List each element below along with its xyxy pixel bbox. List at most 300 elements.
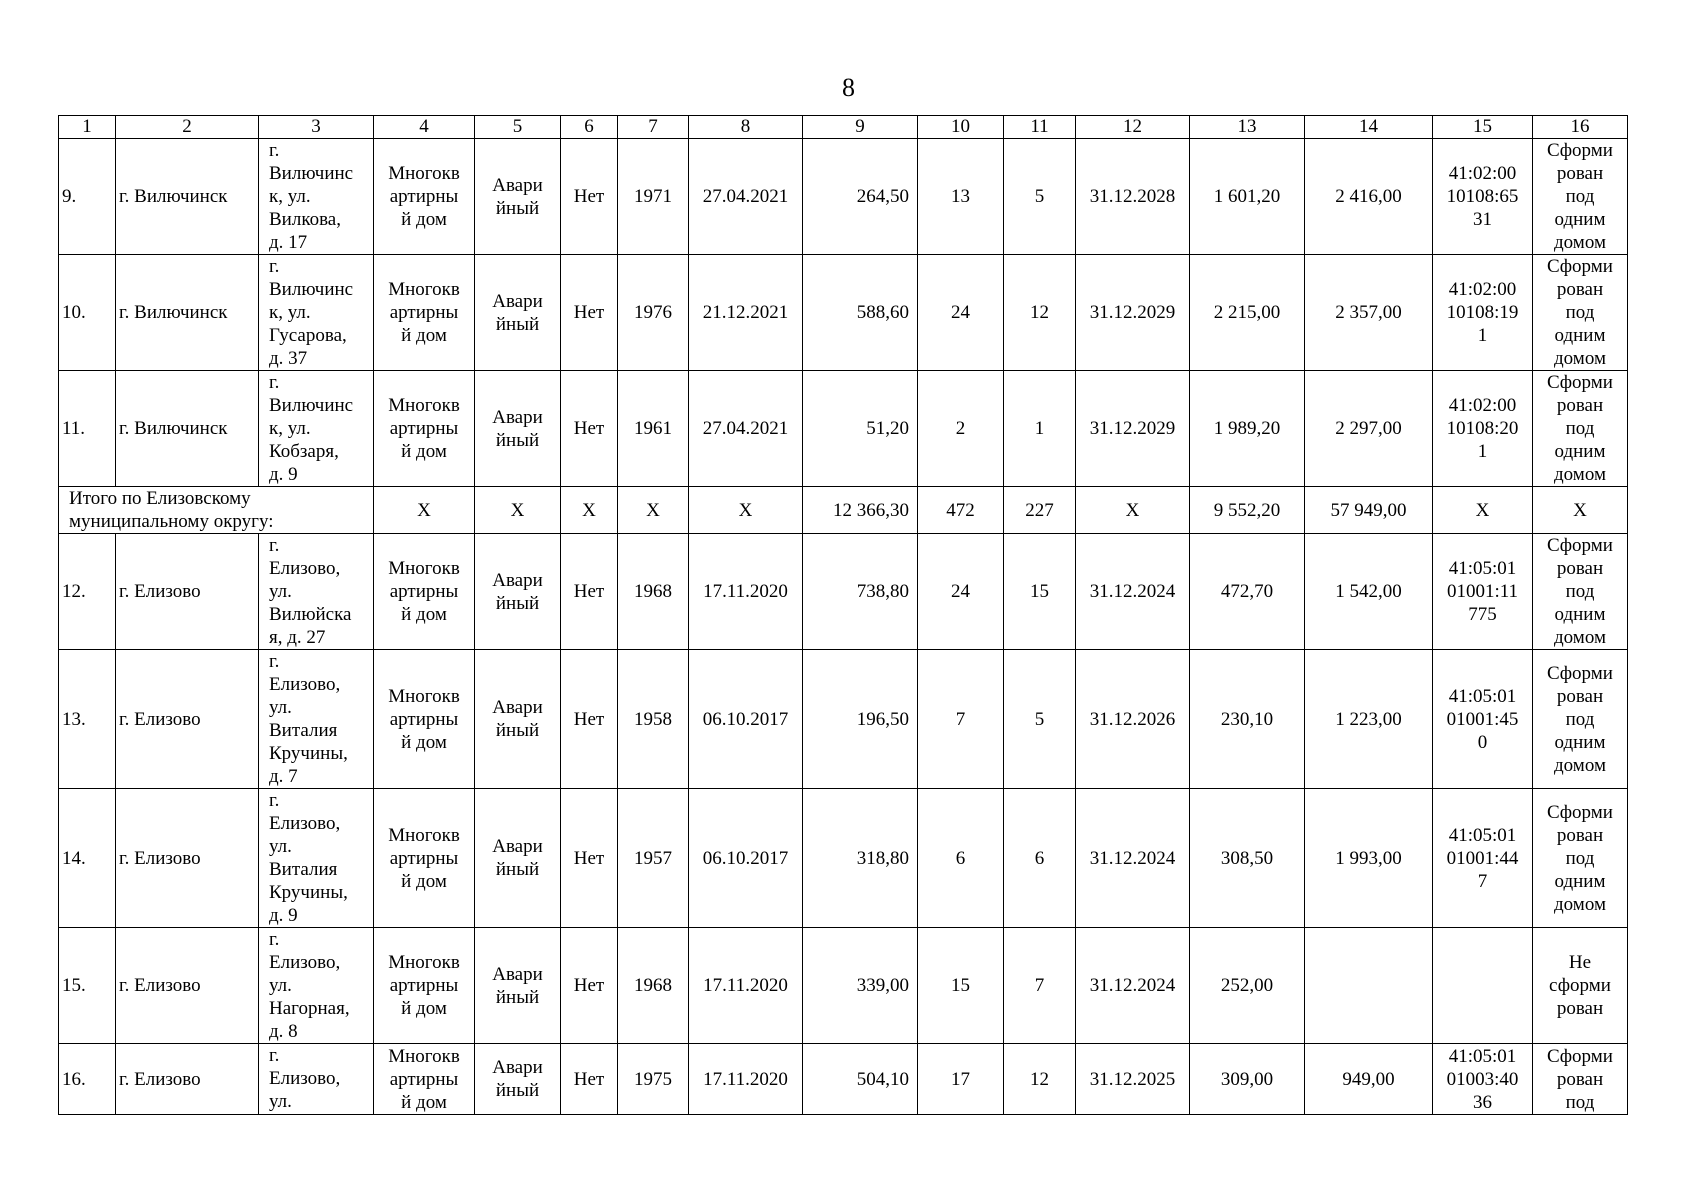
building-type-cell-line: артирны [389, 847, 459, 869]
note-cell-line: одним [1554, 731, 1606, 753]
address-cell-line: г. [269, 140, 280, 161]
total-units-line: 227 [1025, 499, 1054, 521]
building-type-cell-line: артирны [389, 186, 459, 207]
address-cell-line: Вилюйска [269, 604, 352, 625]
column14-cell [1305, 789, 1433, 928]
cadastral-number-cell-line: 41:02:00 [1448, 395, 1517, 416]
deadline-cell-line: 31.12.2029 [1089, 302, 1176, 323]
row-number [59, 139, 116, 255]
cadastral-number-cell-line: 41:02:00 [1448, 163, 1517, 184]
address-cell [259, 928, 374, 1044]
row-number-line: 9. [62, 186, 77, 207]
table-row [59, 255, 1628, 371]
cadastral-number-cell-line: 775 [1468, 604, 1497, 625]
note-cell [1533, 139, 1628, 255]
building-type-cell-line: артирны [389, 1068, 459, 1090]
note-cell-line: Сформи [1547, 256, 1613, 277]
residents-cell-line: 13 [951, 186, 970, 207]
total-c4 [374, 487, 475, 534]
total-area-line: 12 366,30 [833, 499, 909, 521]
total-column14 [1305, 487, 1433, 534]
city-cell-line: г. Вилючинск [119, 302, 228, 323]
note-cell-line: под [1565, 847, 1595, 869]
area-cell-line: 318,80 [856, 847, 909, 869]
cadastral-number-cell [1433, 789, 1533, 928]
table-row [59, 928, 1628, 1044]
total-column13 [1190, 487, 1305, 534]
cadastral-number-cell-line: 01001:45 [1446, 708, 1519, 730]
cadastral-number-cell [1433, 650, 1533, 789]
residents-cell [918, 1044, 1004, 1115]
total-row [59, 487, 1628, 534]
condition-cell-line: Авари [492, 174, 543, 196]
year-cell [618, 139, 689, 255]
building-type-cell-line: артирны [389, 418, 459, 439]
row-number-line: 16. [62, 1068, 86, 1090]
building-type-cell [374, 789, 475, 928]
total-area [803, 487, 918, 534]
condition-cell-line: Авари [492, 290, 543, 312]
area-cell [803, 139, 918, 255]
date-cell [689, 928, 803, 1044]
date-cell [689, 139, 803, 255]
flag-cell-line: Нет [573, 186, 605, 207]
condition-cell [475, 1044, 561, 1115]
column-number: 15 [1433, 116, 1533, 139]
note-cell-line: под [1565, 302, 1595, 323]
condition-cell-line: йный [495, 197, 540, 219]
column13-cell [1190, 534, 1305, 650]
date-cell [689, 255, 803, 371]
table-row [59, 650, 1628, 789]
condition-cell-line: йный [495, 429, 540, 451]
flag-cell [561, 255, 618, 371]
cadastral-number-cell [1433, 928, 1533, 1044]
address-cell-line: ул. [269, 697, 292, 718]
column14-cell [1305, 1044, 1433, 1115]
total-label-line: Итого по Елизовскому [69, 488, 251, 509]
address-cell-line: ул. [269, 1091, 292, 1112]
city-cell [116, 371, 259, 487]
cadastral-number-cell-line: 01001:44 [1446, 847, 1519, 869]
column-number: 6 [561, 116, 618, 139]
row-number [59, 928, 116, 1044]
deadline-cell [1076, 1044, 1190, 1115]
flag-cell-line: Нет [573, 581, 605, 602]
building-type-cell-line: артирны [389, 302, 459, 323]
note-cell-line: домом [1554, 348, 1606, 369]
note-cell [1533, 1044, 1628, 1115]
note-cell [1533, 789, 1628, 928]
year-cell [618, 789, 689, 928]
year-cell-line: 1968 [634, 581, 672, 602]
building-type-cell [374, 1044, 475, 1115]
column14-cell-line: 2 416,00 [1335, 186, 1402, 207]
flag-cell [561, 1044, 618, 1115]
deadline-cell [1076, 371, 1190, 487]
cadastral-number-cell [1433, 371, 1533, 487]
table-row [59, 139, 1628, 255]
city-cell [116, 534, 259, 650]
building-type-cell-line: й дом [401, 870, 447, 892]
units-cell-line: 12 [1030, 302, 1049, 323]
residents-cell-line: 24 [951, 302, 970, 323]
row-number-line: 15. [62, 975, 86, 996]
condition-cell [475, 371, 561, 487]
column13-cell-line: 309,00 [1220, 1068, 1274, 1090]
address-cell-line: ул. [269, 581, 292, 602]
year-cell [618, 371, 689, 487]
deadline-cell [1076, 534, 1190, 650]
condition-cell-line: йный [495, 859, 540, 880]
condition-cell [475, 650, 561, 789]
housing-registry-table [58, 115, 1628, 1115]
condition-cell-line: Авари [492, 569, 543, 591]
address-cell-line: Вилючинс [269, 279, 354, 300]
building-type-cell [374, 371, 475, 487]
area-cell-line: 264,50 [856, 186, 909, 207]
address-cell-line: Гусарова, [269, 325, 347, 346]
column-number: 1 [59, 116, 116, 139]
condition-cell-line: Авари [492, 406, 543, 428]
note-cell-line: домом [1554, 627, 1606, 648]
note-cell-line: под [1565, 581, 1595, 602]
column14-cell-line: 1 542,00 [1335, 581, 1402, 602]
cadastral-number-cell-line: 10108:20 [1446, 418, 1519, 439]
units-cell [1004, 139, 1076, 255]
area-cell [803, 650, 918, 789]
address-cell-line: Вилючинс [269, 163, 354, 184]
note-cell-line: Сформи [1547, 372, 1613, 393]
address-cell-line: к, ул. [269, 186, 311, 207]
note-cell-line: одним [1554, 325, 1606, 346]
condition-cell [475, 789, 561, 928]
address-cell-line: г. [269, 372, 280, 393]
year-cell-line: 1958 [634, 708, 672, 730]
residents-cell [918, 255, 1004, 371]
row-number-line: 12. [62, 581, 86, 602]
address-cell-line: г. [269, 256, 280, 277]
deadline-cell [1076, 139, 1190, 255]
cadastral-number-cell-line: 1 [1477, 441, 1488, 462]
building-type-cell-line: артирны [389, 581, 459, 602]
address-cell-line: Елизово, [269, 558, 341, 579]
city-cell-line: г. Вилючинск [119, 418, 228, 439]
date-cell-line: 17.11.2020 [703, 1068, 788, 1090]
column-number: 3 [259, 116, 374, 139]
building-type-cell-line: Многокв [388, 395, 460, 416]
year-cell-line: 1975 [634, 1068, 672, 1090]
date-cell-line: 06.10.2017 [702, 708, 789, 730]
condition-cell-line: йный [495, 1080, 540, 1101]
residents-cell [918, 139, 1004, 255]
cadastral-number-cell-line: 10108:65 [1446, 186, 1519, 207]
year-cell [618, 650, 689, 789]
date-cell [689, 1044, 803, 1115]
units-cell-line: 7 [1034, 975, 1045, 996]
units-cell [1004, 1044, 1076, 1115]
area-cell [803, 371, 918, 487]
flag-cell-line: Нет [573, 418, 605, 439]
year-cell-line: 1957 [634, 847, 672, 869]
column-number: 7 [618, 116, 689, 139]
note-cell-line: сформи [1549, 975, 1611, 996]
column13-cell-line: 308,50 [1220, 847, 1274, 869]
total-c5-line: Х [510, 499, 525, 521]
residents-cell [918, 650, 1004, 789]
total-c6 [561, 487, 618, 534]
note-cell-line: одним [1554, 441, 1606, 462]
total-label [59, 487, 374, 534]
row-number [59, 371, 116, 487]
table-row [59, 534, 1628, 650]
date-cell-line: 27.04.2021 [702, 186, 789, 207]
units-cell [1004, 371, 1076, 487]
column14-cell [1305, 371, 1433, 487]
flag-cell-line: Нет [573, 1068, 605, 1090]
condition-cell [475, 139, 561, 255]
cadastral-number-cell-line: 41:05:01 [1448, 685, 1517, 707]
units-cell [1004, 534, 1076, 650]
column13-cell [1190, 139, 1305, 255]
flag-cell [561, 789, 618, 928]
condition-cell-line: Авари [492, 697, 543, 718]
condition-cell-line: йный [495, 592, 540, 614]
note-cell-line: одним [1554, 870, 1606, 892]
column13-cell [1190, 789, 1305, 928]
total-deadline-line: Х [1125, 499, 1140, 521]
column13-cell-line: 2 215,00 [1213, 302, 1281, 323]
condition-cell-line: Авари [492, 836, 543, 857]
flag-cell [561, 139, 618, 255]
note-cell-line: Сформи [1547, 662, 1613, 684]
area-cell-line: 588,60 [856, 302, 909, 323]
cadastral-number-cell-line: 0 [1477, 731, 1488, 753]
date-cell-line: 21.12.2021 [702, 302, 789, 323]
table-row [59, 789, 1628, 928]
condition-cell [475, 534, 561, 650]
note-cell-line: рован [1556, 558, 1604, 579]
row-number-line: 10. [62, 302, 86, 323]
building-type-cell-line: й дом [401, 209, 447, 230]
address-cell-line: Вилючинс [269, 395, 354, 416]
units-cell-line: 5 [1034, 186, 1045, 207]
cadastral-number-cell-line: 01001:11 [1446, 581, 1519, 602]
address-cell-line: Нагорная, [269, 998, 350, 1019]
column-number: 13 [1190, 116, 1305, 139]
cadastral-number-cell [1433, 534, 1533, 650]
address-cell [259, 255, 374, 371]
column-number: 5 [475, 116, 561, 139]
note-cell-line: под [1565, 418, 1595, 439]
units-cell-line: 5 [1034, 708, 1045, 730]
cadastral-number-cell-line: 41:05:01 [1448, 824, 1517, 846]
row-number [59, 534, 116, 650]
building-type-cell [374, 534, 475, 650]
note-cell-line: рован [1556, 824, 1604, 846]
address-cell-line: Виталия [269, 859, 338, 880]
row-number [59, 1044, 116, 1115]
date-cell [689, 650, 803, 789]
year-cell-line: 1968 [634, 975, 672, 996]
total-c7 [618, 487, 689, 534]
address-cell [259, 650, 374, 789]
column13-cell-line: 1 989,20 [1213, 418, 1281, 439]
note-cell-line: рован [1556, 163, 1604, 184]
city-cell [116, 139, 259, 255]
building-type-cell [374, 928, 475, 1044]
note-cell [1533, 371, 1628, 487]
column14-cell-line: 1 993,00 [1335, 847, 1402, 869]
note-cell-line: домом [1554, 464, 1606, 485]
area-cell [803, 1044, 918, 1115]
note-cell [1533, 255, 1628, 371]
building-type-cell [374, 650, 475, 789]
area-cell-line: 504,10 [856, 1068, 909, 1090]
address-cell-line: г. [269, 790, 280, 811]
condition-cell [475, 928, 561, 1044]
residents-cell [918, 789, 1004, 928]
note-cell-line: Сформи [1547, 140, 1613, 161]
note-cell-line: под [1565, 708, 1595, 730]
area-cell [803, 789, 918, 928]
building-type-cell-line: Многокв [388, 952, 460, 973]
condition-cell-line: йный [495, 986, 540, 1008]
row-number-line: 11. [62, 418, 86, 439]
total-c4-line: Х [417, 499, 431, 521]
building-type-cell-line: й дом [401, 604, 447, 625]
units-cell-line: 1 [1034, 418, 1045, 439]
area-cell [803, 255, 918, 371]
cadastral-number-cell-line: 01003:40 [1446, 1068, 1519, 1090]
flag-cell [561, 650, 618, 789]
note-cell-line: Сформи [1547, 1045, 1613, 1067]
address-cell [259, 371, 374, 487]
note-cell-line: под [1565, 1091, 1595, 1113]
flag-cell-line: Нет [573, 302, 605, 323]
note-cell-line: Сформи [1547, 535, 1613, 556]
column14-cell [1305, 928, 1433, 1044]
note-cell-line: рован [1556, 395, 1604, 416]
address-cell-line: к, ул. [269, 418, 311, 439]
column14-cell-line: 1 223,00 [1335, 708, 1402, 730]
note-cell-line: под [1565, 186, 1595, 207]
building-type-cell-line: артирны [389, 708, 459, 730]
row-number-line: 14. [62, 847, 86, 869]
condition-cell-line: йный [495, 313, 540, 335]
address-cell [259, 139, 374, 255]
city-cell-line: г. Елизово [119, 975, 201, 996]
city-cell-line: г. Вилючинск [119, 186, 228, 207]
area-cell [803, 534, 918, 650]
column13-cell-line: 472,70 [1220, 581, 1274, 602]
column13-cell-line: 252,00 [1220, 975, 1274, 996]
cadastral-number-cell-line: 41:05:01 [1448, 558, 1517, 579]
building-type-cell-line: й дом [401, 1091, 447, 1113]
note-cell-line: домом [1554, 232, 1606, 253]
total-cadastral [1433, 487, 1533, 534]
residents-cell-line: 15 [951, 975, 970, 996]
column14-cell [1305, 534, 1433, 650]
total-c8 [689, 487, 803, 534]
total-note [1533, 487, 1628, 534]
column-number: 10 [918, 116, 1004, 139]
building-type-cell-line: й дом [401, 998, 447, 1019]
building-type-cell-line: Многокв [388, 558, 460, 579]
total-c8-line: Х [738, 499, 753, 521]
note-cell-line: Сформи [1547, 801, 1613, 823]
deadline-cell-line: 31.12.2025 [1089, 1068, 1176, 1090]
total-c6-line: Х [582, 499, 596, 521]
page-number: 8 [842, 73, 855, 102]
column-number: 16 [1533, 116, 1628, 139]
cadastral-number-cell-line: 1 [1477, 325, 1488, 346]
address-cell-line: Кручины, [269, 743, 348, 764]
cadastral-number-cell-line: 36 [1473, 1091, 1492, 1113]
residents-cell [918, 371, 1004, 487]
column14-cell-line: 949,00 [1342, 1068, 1395, 1090]
year-cell-line: 1961 [634, 418, 672, 439]
residents-cell-line: 2 [955, 418, 966, 439]
flag-cell [561, 534, 618, 650]
year-cell [618, 255, 689, 371]
table-row [59, 371, 1628, 487]
city-cell [116, 255, 259, 371]
note-cell-line: рован [1556, 685, 1604, 707]
total-note-line: Х [1573, 499, 1587, 521]
condition-cell-line: йный [495, 720, 540, 741]
year-cell [618, 928, 689, 1044]
note-cell-line: рован [1556, 998, 1604, 1019]
cadastral-number-cell-line: 31 [1473, 209, 1492, 230]
note-cell-line: домом [1554, 754, 1606, 776]
flag-cell-line: Нет [573, 847, 605, 869]
deadline-cell-line: 31.12.2028 [1089, 186, 1176, 207]
row-number [59, 255, 116, 371]
deadline-cell-line: 31.12.2024 [1089, 847, 1176, 869]
building-type-cell-line: Многокв [388, 279, 460, 300]
residents-cell-line: 6 [955, 847, 966, 869]
building-type-cell [374, 255, 475, 371]
city-cell [116, 1044, 259, 1115]
column14-cell-line: 2 357,00 [1335, 302, 1402, 323]
building-type-cell-line: Многокв [388, 163, 460, 184]
column-number: 9 [803, 116, 918, 139]
address-cell-line: ул. [269, 836, 292, 857]
row-number [59, 650, 116, 789]
address-cell-line: д. 9 [269, 905, 298, 926]
table-row [59, 1044, 1628, 1115]
cadastral-number-cell [1433, 1044, 1533, 1115]
total-column14-line: 57 949,00 [1330, 499, 1407, 521]
cadastral-number-cell-line: 10108:19 [1446, 302, 1519, 323]
address-cell-line: Кобзаря, [269, 441, 339, 462]
building-type-cell-line: Многокв [388, 685, 460, 707]
city-cell [116, 789, 259, 928]
deadline-cell-line: 31.12.2024 [1089, 975, 1176, 996]
note-cell [1533, 928, 1628, 1044]
year-cell [618, 534, 689, 650]
deadline-cell [1076, 928, 1190, 1044]
address-cell-line: Елизово, [269, 674, 341, 695]
column13-cell [1190, 650, 1305, 789]
building-type-cell-line: й дом [401, 441, 447, 462]
year-cell-line: 1976 [634, 302, 672, 323]
deadline-cell-line: 31.12.2029 [1089, 418, 1176, 439]
address-cell-line: г. [269, 651, 280, 672]
column-number: 8 [689, 116, 803, 139]
area-cell-line: 196,50 [856, 708, 909, 730]
